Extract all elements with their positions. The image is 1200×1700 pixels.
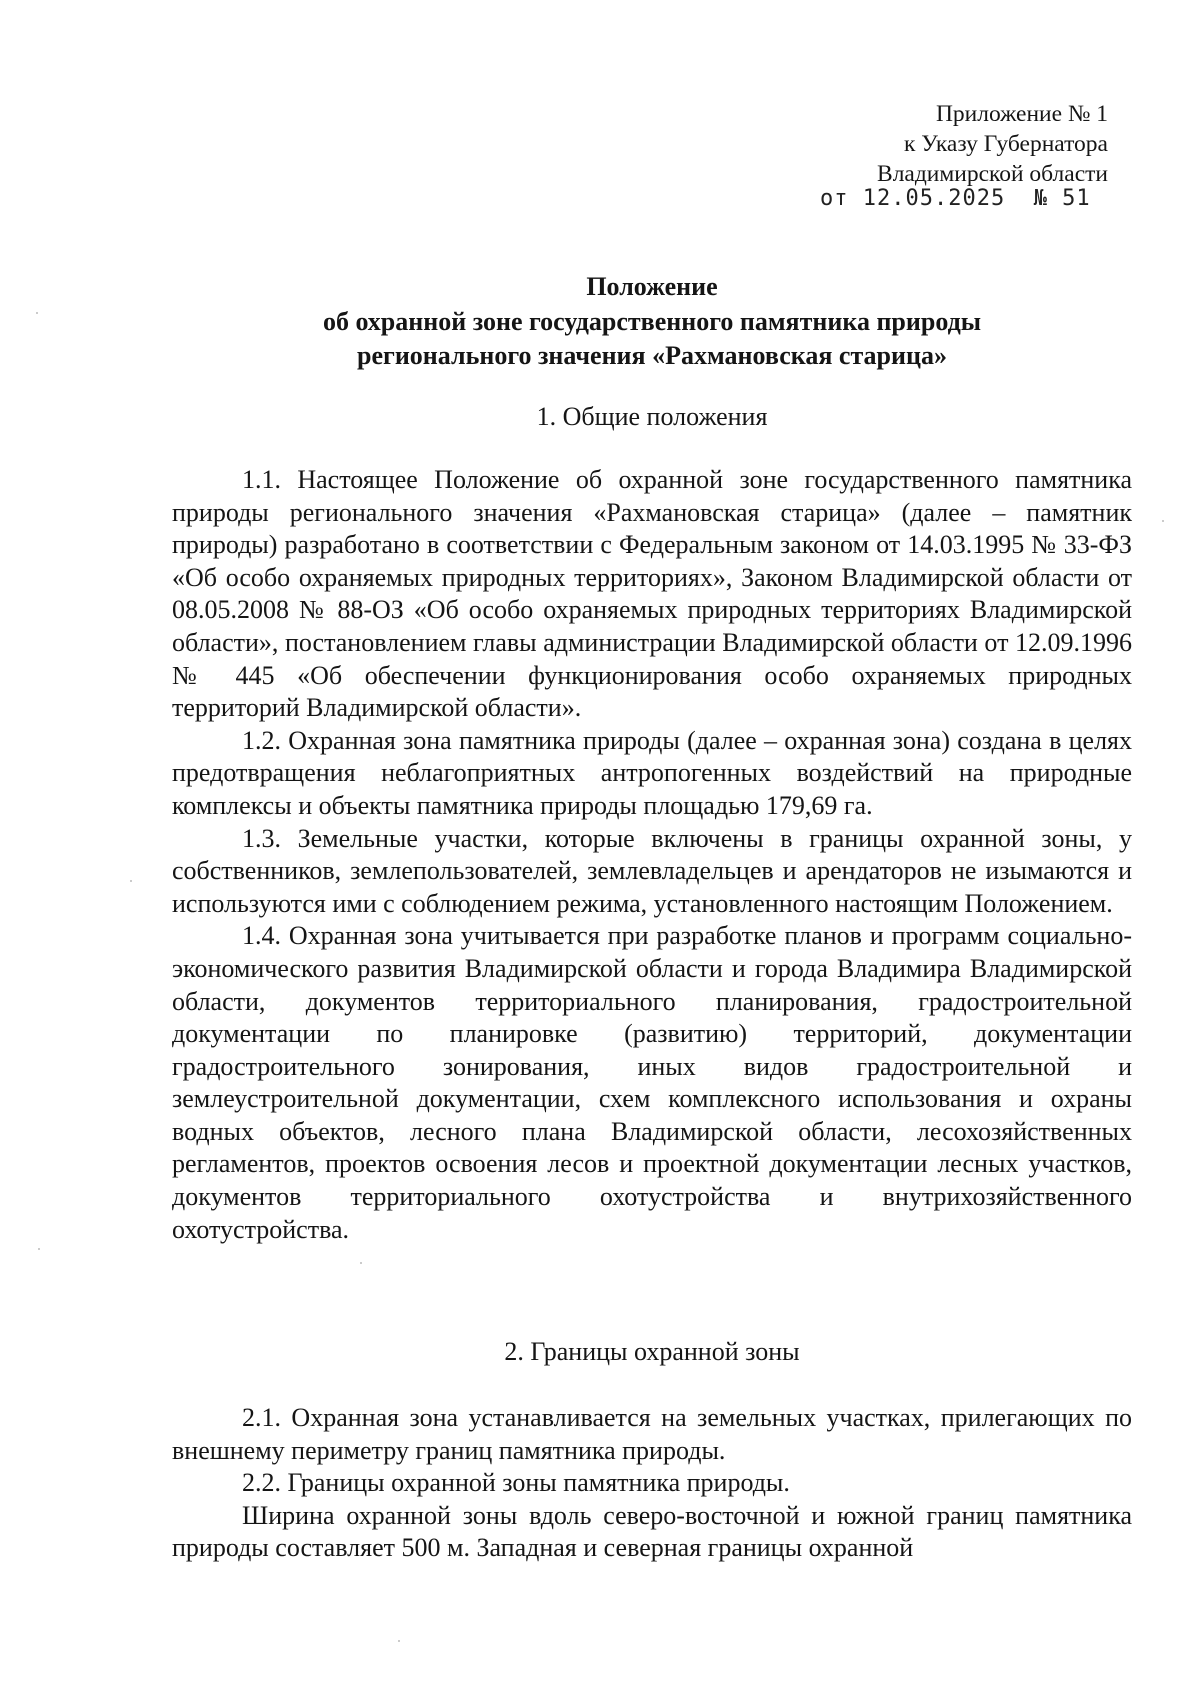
registration-date-stamp: от 12.05.2025 № 51 <box>820 186 1091 211</box>
paragraph-2-3: Ширина охранной зоны вдоль северо-восточной и южной границ памятника природы составляет 500 м. Западная и северная границы охранной <box>172 1500 1132 1563</box>
section-2-body <box>172 1402 1132 1565</box>
attachment-number: Приложение № 1 <box>935 101 1108 127</box>
paragraph-2-2: 2.2. Границы охранной зоны памятника природы. <box>242 1468 790 1498</box>
section-1-body <box>172 464 1132 1246</box>
attachment-header <box>877 99 1108 189</box>
attachment-decree-reference: к Указу Губернатора <box>903 131 1108 157</box>
title-line-1: Положение <box>586 272 718 301</box>
paragraph-1-3: 1.3. Земельные участки, которые включены в границы охранной зоны, у собственников, землепользователей, землевладельцев и арендаторов не изымаются и используются ими с соблюдением режима, установленного настоящим Положением. <box>172 823 1132 918</box>
paragraph-1-1: 1.1. Настоящее Положение об охранной зоне государственного памятника природы регионального значения «Рахмановская старица» (далее – памятник природы) разработано в соответствии с Федеральным законом от 14.03.1995 № 33-ФЗ «Об особо охраняемых природных территориях», Законом Владимирской области от 08.05.2008 № 88-ОЗ «Об особо охраняемых природных территориях Владимирской области», постановлением главы администрации Владимирской области от 12.09.1996 № 445 «Об обеспечении функционирования особо охраняемых природных территорий Владимирской области». <box>172 465 1132 723</box>
paragraph-1-4: 1.4. Охранная зона учитывается при разработке планов и программ социально-экономического развития Владимирской области и города Владимира Владимирской области, документов территориального планирования, градостроительной документации по планировке (развитию) территорий, документации градостроительного зонирования, иных видов градостроительной и землеустроительной документации, схем комплексного использования и охраны водных объектов, лесного плана Владимирской области, лесохозяйственных регламентов, проектов освоения лесов и проектной документации лесных участков, документов территориального охотустройства и внутрихозяйственного охотустройства. <box>172 921 1132 1244</box>
section-1-heading: 1. Общие положения <box>536 402 768 431</box>
section-2-heading: 2. Границы охранной зоны <box>504 1337 800 1366</box>
attachment-region: Владимирской области <box>877 161 1108 187</box>
document-title <box>172 270 1132 374</box>
title-line-3: регионального значения «Рахмановская старица» <box>357 341 947 370</box>
paragraph-1-2: 1.2. Охранная зона памятника природы (далее – охранная зона) создана в целях предотвращения неблагоприятных антропогенных воздействий на природные комплексы и объекты памятника природы площадью 179,69 га. <box>172 725 1132 820</box>
title-line-2: об охранной зоне государственного памятника природы <box>322 306 982 336</box>
paragraph-2-1: 2.1. Охранная зона устанавливается на земельных участках, прилегающих по внешнему периметру границ памятника природы. <box>172 1403 1132 1465</box>
